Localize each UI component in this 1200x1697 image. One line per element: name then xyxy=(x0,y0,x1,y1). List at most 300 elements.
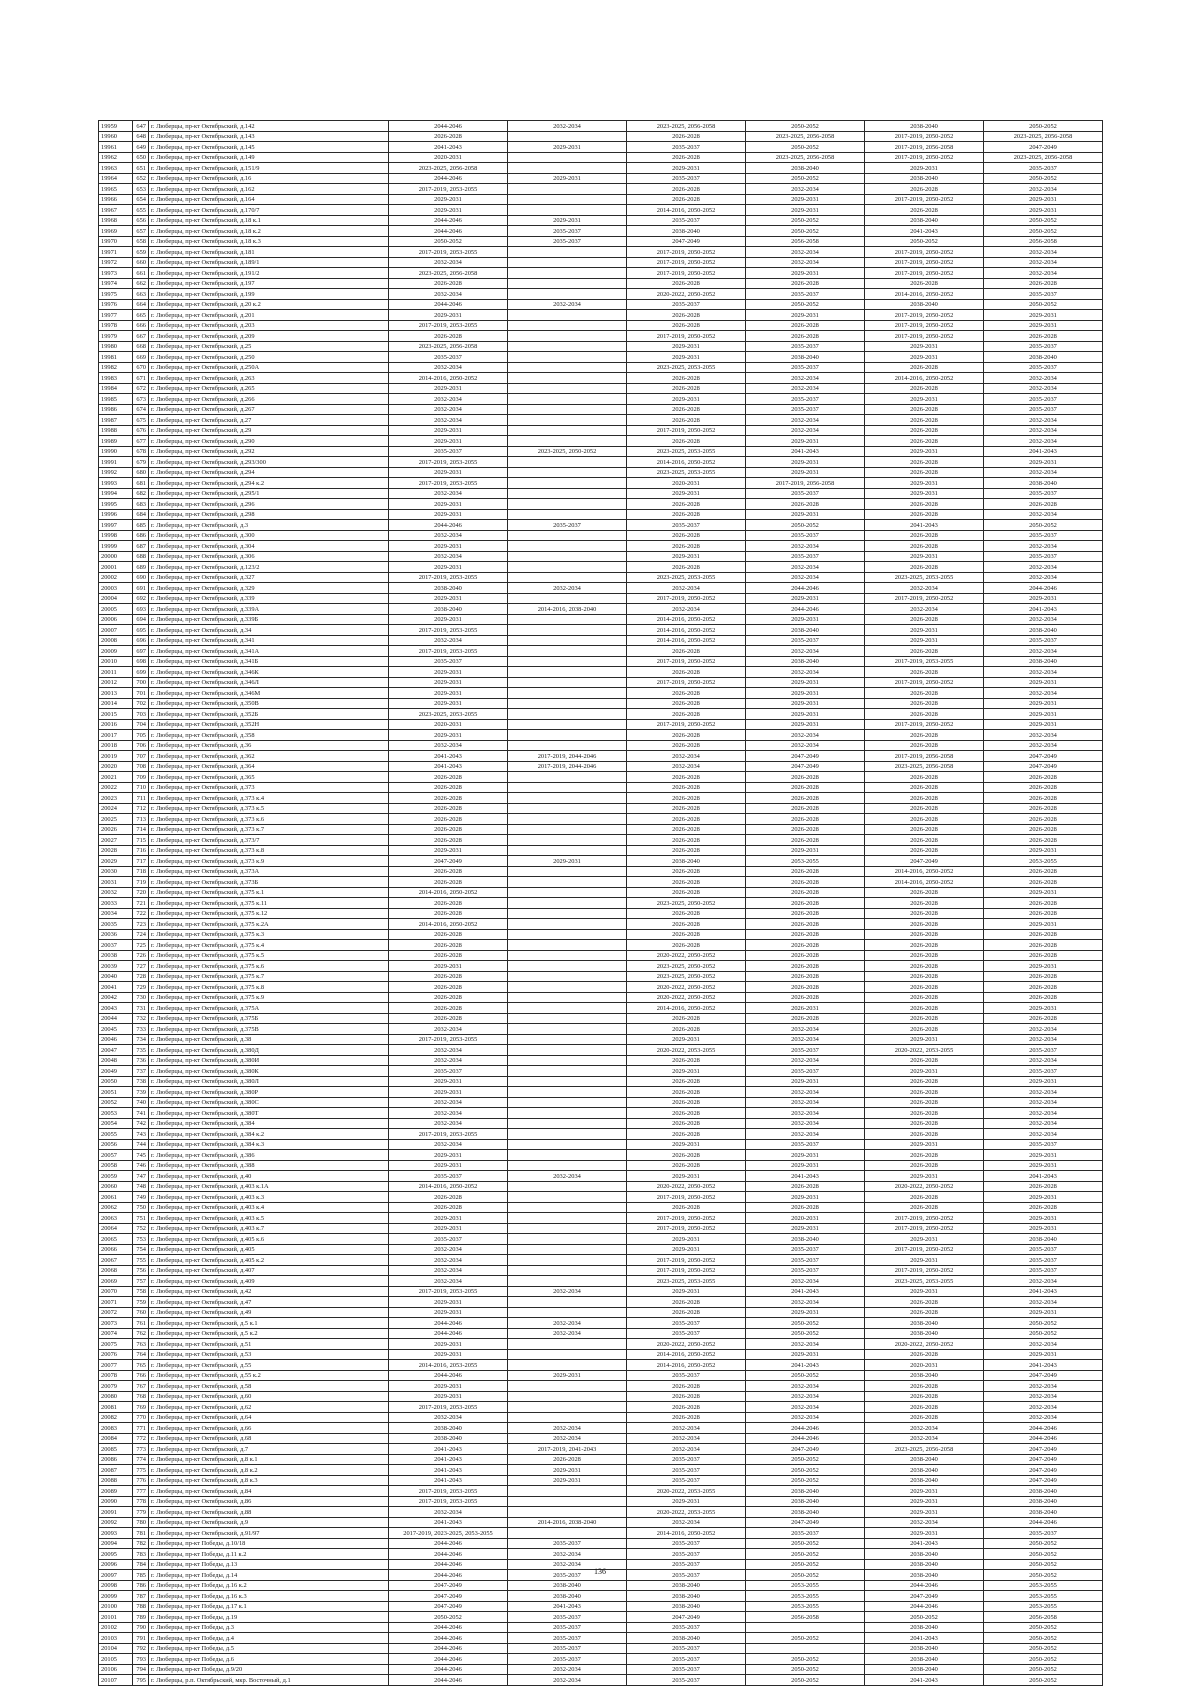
period-cell-4: 2053-2055 xyxy=(746,1591,865,1602)
period-cell-1: 2029-2031 xyxy=(389,677,508,688)
period-cell-6: 2029-2031 xyxy=(984,1192,1103,1203)
period-cell-2 xyxy=(508,341,627,352)
period-cell-5: 2017-2019, 2050-2052 xyxy=(865,268,984,279)
address-cell: г. Люберцы, пр-кт Октябрьский, д.53 xyxy=(149,1349,389,1360)
period-cell-6: 2053-2055 xyxy=(984,1580,1103,1591)
table-row xyxy=(99,1223,1103,1234)
period-cell-6: 2032-2034 xyxy=(984,572,1103,583)
period-cell-3: 2020-2022, 2050-2052 xyxy=(627,289,746,300)
address-cell: г. Люберцы, пр-кт Октябрьский, д.373 к.4 xyxy=(149,793,389,804)
period-cell-6: 2026-2028 xyxy=(984,793,1103,804)
address-cell: г. Люберцы, пр-кт Октябрьский, д.304 xyxy=(149,541,389,552)
period-cell-2 xyxy=(508,562,627,573)
period-cell-3: 2026-2028 xyxy=(627,793,746,804)
row-id-cell: 20000 xyxy=(99,551,133,562)
period-cell-2 xyxy=(508,268,627,279)
period-cell-4: 2035-2037 xyxy=(746,530,865,541)
row-id-cell: 20089 xyxy=(99,1486,133,1497)
address-cell: г. Люберцы, пр-кт Октябрьский, д.34 xyxy=(149,625,389,636)
period-cell-6: 2026-2028 xyxy=(984,898,1103,909)
period-cell-6: 2047-2049 xyxy=(984,1475,1103,1486)
period-cell-1: 2029-2031 xyxy=(389,614,508,625)
period-cell-3: 2026-2028 xyxy=(627,383,746,394)
period-cell-2: 2035-2037 xyxy=(508,1654,627,1665)
period-cell-2 xyxy=(508,205,627,216)
period-cell-6: 2029-2031 xyxy=(984,698,1103,709)
period-cell-3: 2035-2037 xyxy=(627,1622,746,1633)
period-cell-1: 2038-2040 xyxy=(389,583,508,594)
address-cell: г. Люберцы, пр-кт Октябрьский, д.293/300 xyxy=(149,457,389,468)
table-row xyxy=(99,394,1103,405)
period-cell-6: 2026-2028 xyxy=(984,992,1103,1003)
period-cell-5: 2026-2028 xyxy=(865,509,984,520)
row-id-cell: 20039 xyxy=(99,961,133,972)
row-number-cell: 723 xyxy=(133,919,149,930)
period-cell-4: 2029-2031 xyxy=(746,1307,865,1318)
table-row xyxy=(99,1150,1103,1161)
period-cell-3: 2026-2028 xyxy=(627,1129,746,1140)
period-cell-4: 2050-2052 xyxy=(746,520,865,531)
table-row xyxy=(99,1108,1103,1119)
period-cell-2 xyxy=(508,740,627,751)
period-cell-6: 2026-2028 xyxy=(984,499,1103,510)
period-cell-2 xyxy=(508,572,627,583)
row-number-cell: 712 xyxy=(133,803,149,814)
row-number-cell: 655 xyxy=(133,205,149,216)
period-cell-4: 2032-2034 xyxy=(746,1402,865,1413)
period-cell-1: 2032-2034 xyxy=(389,1108,508,1119)
period-cell-5: 2026-2028 xyxy=(865,845,984,856)
period-cell-2 xyxy=(508,1339,627,1350)
period-cell-6: 2029-2031 xyxy=(984,961,1103,972)
period-cell-3: 2035-2037 xyxy=(627,1475,746,1486)
table-row xyxy=(99,793,1103,804)
table-row xyxy=(99,1654,1103,1665)
table-row xyxy=(99,1360,1103,1371)
address-cell: г. Люберцы, пр-кт Октябрьский, д.375 к.4 xyxy=(149,940,389,951)
period-cell-5: 2026-2028 xyxy=(865,982,984,993)
period-cell-6: 2026-2028 xyxy=(984,803,1103,814)
period-cell-5: 2023-2025, 2053-2055 xyxy=(865,1276,984,1287)
row-number-cell: 700 xyxy=(133,677,149,688)
period-cell-3: 2014-2016, 2050-2052 xyxy=(627,205,746,216)
row-id-cell: 20015 xyxy=(99,709,133,720)
table-row xyxy=(99,1213,1103,1224)
row-id-cell: 20036 xyxy=(99,929,133,940)
row-number-cell: 735 xyxy=(133,1045,149,1056)
period-cell-6: 2026-2028 xyxy=(984,1013,1103,1024)
period-cell-5: 2017-2019, 2050-2052 xyxy=(865,331,984,342)
period-cell-6: 2038-2040 xyxy=(984,1486,1103,1497)
row-id-cell: 20010 xyxy=(99,656,133,667)
period-cell-3: 2026-2028 xyxy=(627,509,746,520)
row-number-cell: 650 xyxy=(133,152,149,163)
period-cell-5: 2020-2022, 2053-2055 xyxy=(865,1045,984,1056)
period-cell-5: 2050-2052 xyxy=(865,1612,984,1623)
period-cell-6: 2035-2037 xyxy=(984,362,1103,373)
row-id-cell: 20022 xyxy=(99,782,133,793)
period-cell-3: 2029-2031 xyxy=(627,551,746,562)
row-id-cell: 19984 xyxy=(99,383,133,394)
address-cell: г. Люберцы, пр-кт Октябрьский, д.55 xyxy=(149,1360,389,1371)
period-cell-5: 2026-2028 xyxy=(865,814,984,825)
row-id-cell: 19969 xyxy=(99,226,133,237)
period-cell-5: 2026-2028 xyxy=(865,782,984,793)
table-row xyxy=(99,908,1103,919)
address-cell: г. Люберцы, пр-кт Октябрьский, д.298 xyxy=(149,509,389,520)
period-cell-4: 2032-2034 xyxy=(746,562,865,573)
period-cell-5: 2026-2028 xyxy=(865,961,984,972)
row-id-cell: 19970 xyxy=(99,236,133,247)
period-cell-6: 2047-2049 xyxy=(984,751,1103,762)
period-cell-3: 2020-2022, 2050-2052 xyxy=(627,950,746,961)
row-id-cell: 20028 xyxy=(99,845,133,856)
period-cell-1: 2032-2034 xyxy=(389,404,508,415)
row-number-cell: 654 xyxy=(133,194,149,205)
period-cell-2 xyxy=(508,152,627,163)
period-cell-6: 2035-2037 xyxy=(984,488,1103,499)
row-id-cell: 20041 xyxy=(99,982,133,993)
period-cell-5: 2017-2019, 2050-2052 xyxy=(865,677,984,688)
address-cell: г. Люберцы, пр-кт Октябрьский, д.364 xyxy=(149,761,389,772)
period-cell-6: 2041-2043 xyxy=(984,446,1103,457)
period-cell-3: 2020-2022, 2053-2055 xyxy=(627,1486,746,1497)
table-row xyxy=(99,1276,1103,1287)
period-cell-1: 2029-2031 xyxy=(389,1223,508,1234)
row-id-cell: 20086 xyxy=(99,1454,133,1465)
period-cell-5: 2017-2019, 2050-2052 xyxy=(865,131,984,142)
row-number-cell: 774 xyxy=(133,1454,149,1465)
period-cell-3: 2026-2028 xyxy=(627,667,746,678)
period-cell-3: 2026-2028 xyxy=(627,278,746,289)
period-cell-3: 2029-2031 xyxy=(627,163,746,174)
period-cell-6: 2035-2037 xyxy=(984,163,1103,174)
period-cell-6: 2032-2034 xyxy=(984,1297,1103,1308)
period-cell-3: 2026-2028 xyxy=(627,887,746,898)
row-id-cell: 20071 xyxy=(99,1297,133,1308)
period-cell-2: 2032-2034 xyxy=(508,1675,627,1686)
address-cell: г. Люберцы, пр-кт Октябрьский, д.295/1 xyxy=(149,488,389,499)
address-cell: г. Люберцы, пр-кт Октябрьский, д.7 xyxy=(149,1444,389,1455)
row-id-cell: 19979 xyxy=(99,331,133,342)
address-cell: г. Люберцы, пр-кт Победы, д.5 xyxy=(149,1643,389,1654)
row-number-cell: 753 xyxy=(133,1234,149,1245)
period-cell-4: 2035-2037 xyxy=(746,341,865,352)
address-cell: г. Люберцы, пр-кт Октябрьский, д.263 xyxy=(149,373,389,384)
period-cell-4: 2032-2034 xyxy=(746,373,865,384)
period-cell-6: 2029-2031 xyxy=(984,1213,1103,1224)
period-cell-6: 2023-2025, 2056-2058 xyxy=(984,152,1103,163)
period-cell-3: 2014-2016, 2050-2052 xyxy=(627,1528,746,1539)
period-cell-3: 2038-2040 xyxy=(627,856,746,867)
row-id-cell: 19989 xyxy=(99,436,133,447)
period-cell-4: 2029-2031 xyxy=(746,709,865,720)
period-cell-2 xyxy=(508,163,627,174)
row-id-cell: 20054 xyxy=(99,1118,133,1129)
row-number-cell: 742 xyxy=(133,1118,149,1129)
row-number-cell: 728 xyxy=(133,971,149,982)
period-cell-4: 2026-2028 xyxy=(746,961,865,972)
period-cell-1: 2029-2031 xyxy=(389,1381,508,1392)
period-cell-6: 2032-2034 xyxy=(984,1412,1103,1423)
period-cell-3: 2026-2028 xyxy=(627,131,746,142)
period-cell-1: 2032-2034 xyxy=(389,1507,508,1518)
period-cell-5: 2038-2040 xyxy=(865,1318,984,1329)
row-number-cell: 677 xyxy=(133,436,149,447)
period-cell-5: 2026-2028 xyxy=(865,562,984,573)
period-cell-2: 2029-2031 xyxy=(508,1475,627,1486)
period-cell-2 xyxy=(508,404,627,415)
address-cell: г. Люберцы, пр-кт Октябрьский, д.25 xyxy=(149,341,389,352)
period-cell-1: 2026-2028 xyxy=(389,131,508,142)
period-cell-1: 2044-2046 xyxy=(389,173,508,184)
period-cell-5: 2017-2019, 2050-2052 xyxy=(865,719,984,730)
period-cell-2: 2038-2040 xyxy=(508,1591,627,1602)
row-number-cell: 711 xyxy=(133,793,149,804)
period-cell-4: 2023-2025, 2056-2058 xyxy=(746,152,865,163)
row-number-cell: 747 xyxy=(133,1171,149,1182)
row-number-cell: 745 xyxy=(133,1150,149,1161)
address-cell: г. Люберцы, пр-кт Октябрьский, д.164 xyxy=(149,194,389,205)
table-row xyxy=(99,478,1103,489)
row-number-cell: 738 xyxy=(133,1076,149,1087)
period-cell-2 xyxy=(508,1234,627,1245)
table-row xyxy=(99,1118,1103,1129)
address-cell: г. Люберцы, пр-кт Октябрьский, д.405 xyxy=(149,1244,389,1255)
period-cell-1: 2029-2031 xyxy=(389,1076,508,1087)
period-cell-2 xyxy=(508,1013,627,1024)
table-row xyxy=(99,929,1103,940)
row-number-cell: 683 xyxy=(133,499,149,510)
period-cell-1: 2026-2028 xyxy=(389,782,508,793)
period-cell-2 xyxy=(508,1076,627,1087)
period-cell-3: 2026-2028 xyxy=(627,730,746,741)
table-row xyxy=(99,856,1103,867)
row-id-cell: 20025 xyxy=(99,814,133,825)
row-number-cell: 719 xyxy=(133,877,149,888)
address-cell: г. Люберцы, пр-кт Октябрьский, д.405 к.6 xyxy=(149,1234,389,1245)
period-cell-2 xyxy=(508,289,627,300)
period-cell-5: 2026-2028 xyxy=(865,530,984,541)
table-row xyxy=(99,1496,1103,1507)
period-cell-3: 2026-2028 xyxy=(627,436,746,447)
row-number-cell: 780 xyxy=(133,1517,149,1528)
address-cell: г. Люберцы, пр-кт Октябрьский, д.292 xyxy=(149,446,389,457)
row-number-cell: 666 xyxy=(133,320,149,331)
table-row xyxy=(99,1612,1103,1623)
period-cell-2 xyxy=(508,688,627,699)
row-id-cell: 19975 xyxy=(99,289,133,300)
period-cell-6: 2029-2031 xyxy=(984,205,1103,216)
period-cell-1: 2032-2034 xyxy=(389,1276,508,1287)
period-cell-5: 2020-2031 xyxy=(865,1360,984,1371)
row-id-cell: 20033 xyxy=(99,898,133,909)
row-number-cell: 731 xyxy=(133,1003,149,1014)
period-cell-6: 2050-2052 xyxy=(984,1559,1103,1570)
period-cell-3: 2026-2028 xyxy=(627,499,746,510)
page-number: 136 xyxy=(594,1567,606,1576)
period-cell-3: 2029-2031 xyxy=(627,394,746,405)
period-cell-5: 2038-2040 xyxy=(865,121,984,132)
period-cell-3: 2029-2031 xyxy=(627,488,746,499)
period-cell-6: 2035-2037 xyxy=(984,289,1103,300)
period-cell-1: 2032-2034 xyxy=(389,289,508,300)
table-row xyxy=(99,425,1103,436)
address-cell: г. Люберцы, пр-кт Октябрьский, д.84 xyxy=(149,1486,389,1497)
period-cell-6: 2032-2034 xyxy=(984,1402,1103,1413)
period-cell-1: 2050-2052 xyxy=(389,236,508,247)
table-row xyxy=(99,1465,1103,1476)
table-row xyxy=(99,1486,1103,1497)
table-row xyxy=(99,268,1103,279)
row-number-cell: 651 xyxy=(133,163,149,174)
period-cell-6: 2026-2028 xyxy=(984,814,1103,825)
address-cell: г. Люберцы, пр-кт Октябрьский, д.405 к.2 xyxy=(149,1255,389,1266)
table-row xyxy=(99,1643,1103,1654)
period-cell-4: 2032-2034 xyxy=(746,541,865,552)
period-cell-6: 2026-2028 xyxy=(984,929,1103,940)
period-cell-2 xyxy=(508,593,627,604)
period-cell-6: 2032-2034 xyxy=(984,1276,1103,1287)
period-cell-2: 2032-2034 xyxy=(508,1664,627,1675)
period-cell-6: 2032-2034 xyxy=(984,1118,1103,1129)
period-cell-4: 2038-2040 xyxy=(746,163,865,174)
row-id-cell: 20027 xyxy=(99,835,133,846)
period-cell-1: 2041-2043 xyxy=(389,1465,508,1476)
period-cell-2 xyxy=(508,499,627,510)
period-cell-4: 2035-2037 xyxy=(746,1265,865,1276)
row-number-cell: 667 xyxy=(133,331,149,342)
row-number-cell: 682 xyxy=(133,488,149,499)
period-cell-1: 2017-2019, 2053-2055 xyxy=(389,247,508,258)
address-cell: г. Люберцы, пр-кт Октябрьский, д.290 xyxy=(149,436,389,447)
row-number-cell: 685 xyxy=(133,520,149,531)
row-id-cell: 19987 xyxy=(99,415,133,426)
table-row xyxy=(99,142,1103,153)
period-cell-4: 2026-2028 xyxy=(746,793,865,804)
period-cell-4: 2029-2031 xyxy=(746,194,865,205)
period-cell-3: 2032-2034 xyxy=(627,751,746,762)
period-cell-5: 2014-2016, 2050-2052 xyxy=(865,877,984,888)
row-number-cell: 784 xyxy=(133,1559,149,1570)
period-cell-2 xyxy=(508,1045,627,1056)
row-id-cell: 20013 xyxy=(99,688,133,699)
address-cell: г. Люберцы, пр-кт Октябрьский, д.86 xyxy=(149,1496,389,1507)
period-cell-6: 2047-2049 xyxy=(984,1465,1103,1476)
period-cell-3: 2026-2028 xyxy=(627,415,746,426)
address-cell: г. Люберцы, пр-кт Октябрьский, д.191/2 xyxy=(149,268,389,279)
table-row xyxy=(99,1076,1103,1087)
period-cell-2 xyxy=(508,793,627,804)
table-row xyxy=(99,1171,1103,1182)
period-cell-3: 2038-2040 xyxy=(627,1591,746,1602)
table-row xyxy=(99,362,1103,373)
row-id-cell: 20084 xyxy=(99,1433,133,1444)
row-number-cell: 748 xyxy=(133,1181,149,1192)
address-cell: г. Люберцы, пр-кт Октябрьский, д.327 xyxy=(149,572,389,583)
table-row xyxy=(99,1412,1103,1423)
period-cell-4: 2029-2031 xyxy=(746,1160,865,1171)
period-cell-2 xyxy=(508,950,627,961)
period-cell-1: 2044-2046 xyxy=(389,1328,508,1339)
row-id-cell: 20082 xyxy=(99,1412,133,1423)
period-cell-3: 2017-2019, 2050-2052 xyxy=(627,1192,746,1203)
table-row xyxy=(99,971,1103,982)
period-cell-1: 2044-2046 xyxy=(389,1643,508,1654)
period-cell-4: 2050-2052 xyxy=(746,299,865,310)
row-id-cell: 19995 xyxy=(99,499,133,510)
period-cell-4: 2026-2028 xyxy=(746,929,865,940)
period-cell-2 xyxy=(508,425,627,436)
period-cell-6: 2029-2031 xyxy=(984,593,1103,604)
row-number-cell: 754 xyxy=(133,1244,149,1255)
table-row xyxy=(99,1265,1103,1276)
period-cell-3: 2029-2031 xyxy=(627,352,746,363)
period-cell-4: 2032-2034 xyxy=(746,1108,865,1119)
period-cell-1: 2032-2034 xyxy=(389,1055,508,1066)
period-cell-6: 2029-2031 xyxy=(984,887,1103,898)
address-cell: г. Люберцы, пр-кт Октябрьский, д.373 к.7 xyxy=(149,824,389,835)
period-cell-1: 2032-2034 xyxy=(389,415,508,426)
period-cell-4: 2032-2034 xyxy=(746,425,865,436)
address-cell: г. Люберцы, пр-кт Победы, д.4 xyxy=(149,1633,389,1644)
period-cell-3: 2026-2028 xyxy=(627,184,746,195)
period-cell-3: 2026-2028 xyxy=(627,877,746,888)
row-id-cell: 20003 xyxy=(99,583,133,594)
period-cell-3: 2035-2037 xyxy=(627,173,746,184)
period-cell-6: 2050-2052 xyxy=(984,1633,1103,1644)
table-row xyxy=(99,572,1103,583)
period-cell-3: 2035-2037 xyxy=(627,1538,746,1549)
row-number-cell: 775 xyxy=(133,1465,149,1476)
period-cell-1: 2029-2031 xyxy=(389,730,508,741)
period-cell-2 xyxy=(508,373,627,384)
period-cell-3: 2020-2022, 2050-2052 xyxy=(627,982,746,993)
row-id-cell: 20005 xyxy=(99,604,133,615)
row-id-cell: 20073 xyxy=(99,1318,133,1329)
row-id-cell: 19997 xyxy=(99,520,133,531)
period-cell-2: 2017-2019, 2044-2046 xyxy=(508,751,627,762)
period-cell-5: 2038-2040 xyxy=(865,1570,984,1581)
address-cell: г. Люберцы, пр-кт Октябрьский, д.346Л xyxy=(149,677,389,688)
period-cell-5: 2029-2031 xyxy=(865,1034,984,1045)
period-cell-1: 2014-2016, 2050-2052 xyxy=(389,1181,508,1192)
period-cell-6: 2041-2043 xyxy=(984,1286,1103,1297)
address-cell: г. Люберцы, пр-кт Октябрьский, д.47 xyxy=(149,1297,389,1308)
period-cell-5: 2017-2019, 2050-2052 xyxy=(865,194,984,205)
table-row xyxy=(99,656,1103,667)
table-row xyxy=(99,593,1103,604)
address-cell: г. Люберцы, пр-кт Октябрьский, д.375А xyxy=(149,1003,389,1014)
period-cell-2 xyxy=(508,1496,627,1507)
table-row xyxy=(99,520,1103,531)
address-cell: г. Люберцы, пр-кт Октябрьский, д.339А xyxy=(149,604,389,615)
period-cell-2 xyxy=(508,278,627,289)
period-cell-3: 2020-2022, 2053-2055 xyxy=(627,1507,746,1518)
address-cell: г. Люберцы, пр-кт Октябрьский, д.250 xyxy=(149,352,389,363)
period-cell-5: 2017-2019, 2050-2052 xyxy=(865,1223,984,1234)
row-id-cell: 20014 xyxy=(99,698,133,709)
table-row xyxy=(99,1433,1103,1444)
period-cell-4 xyxy=(746,1622,865,1633)
period-cell-4: 2026-2028 xyxy=(746,1202,865,1213)
period-cell-3: 2032-2034 xyxy=(627,1517,746,1528)
period-cell-5: 2038-2040 xyxy=(865,1643,984,1654)
period-cell-5: 2038-2040 xyxy=(865,215,984,226)
period-cell-6: 2026-2028 xyxy=(984,1181,1103,1192)
row-id-cell: 20093 xyxy=(99,1528,133,1539)
period-cell-2 xyxy=(508,635,627,646)
